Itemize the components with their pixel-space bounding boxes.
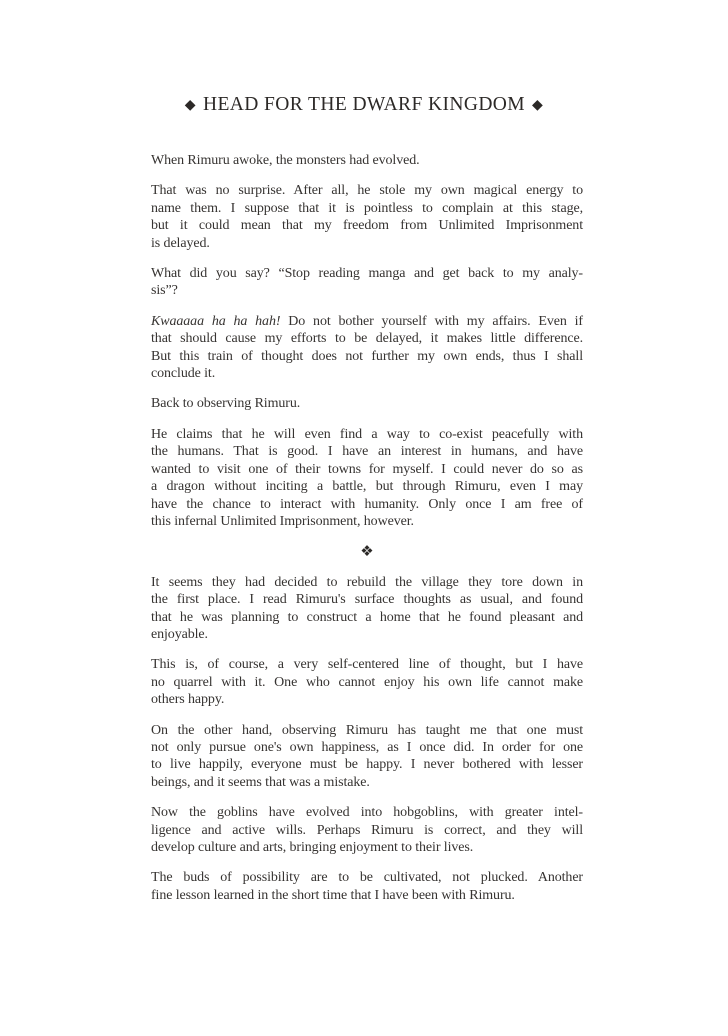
text-line: the first place. I read Rimuru's surface thoughts as usual, and found bbox=[151, 592, 583, 608]
text-line: sis”? bbox=[151, 283, 178, 299]
text-line: others happy. bbox=[151, 692, 225, 708]
text-line: no quarrel with it. One who cannot enjoy his own life cannot make bbox=[151, 674, 583, 690]
text-line: Now the goblins have evolved into hobgoblins, with greater intel- bbox=[151, 805, 583, 821]
text-line: On the other hand, observing Rimuru has taught me that one must bbox=[151, 722, 583, 738]
paragraph bbox=[151, 395, 583, 412]
chapter-title-text: HEAD FOR THE DWARF KINGDOM bbox=[202, 94, 526, 115]
paragraph bbox=[151, 152, 583, 169]
paragraph bbox=[151, 265, 583, 300]
text-line: develop culture and arts, bringing enjoyment to their lives. bbox=[151, 840, 474, 855]
text-line: beings, and it seems that was a mistake. bbox=[151, 774, 370, 790]
text-line: When Rimuru awoke, the monsters had evolved. bbox=[151, 153, 420, 168]
text-line: This is, of course, a very self-centered line of thought, but I have bbox=[151, 657, 583, 673]
text-line: conclude it. bbox=[151, 366, 216, 382]
text-line: fine lesson learned in the short time that I have been with Rimuru. bbox=[151, 887, 515, 903]
text-line: Kwaaaaa ha ha hah! Do not bother yourself with my affairs. Even if bbox=[151, 313, 583, 329]
text-line: ligence and active wills. Perhaps Rimuru is correct, and they will bbox=[151, 822, 583, 838]
paragraph bbox=[151, 574, 583, 644]
paragraph bbox=[151, 182, 583, 252]
chapter-title bbox=[0, 94, 728, 116]
diamond-icon-left: ◆ bbox=[184, 96, 196, 113]
text-line: The buds of possibility are to be cultivated, not plucked. Another bbox=[151, 870, 583, 886]
paragraph bbox=[151, 869, 583, 904]
text-line: to live happily, everyone must be happy. I never bothered with lesser bbox=[151, 757, 583, 773]
paragraph bbox=[151, 313, 583, 383]
text-line: this infernal Unlimited Imprisonment, however. bbox=[151, 513, 414, 529]
text-line: Back to observing Rimuru. bbox=[151, 396, 301, 412]
text-line: But this train of thought does not further my own ends, thus I shall bbox=[151, 348, 583, 364]
text-line: wanted to visit one of their towns for myself. I could never do so as bbox=[151, 461, 583, 477]
diamond-icon-right: ◆ bbox=[532, 96, 544, 113]
section-break-ornament: ❖ bbox=[360, 542, 374, 561]
text-line: not only pursue one's own happiness, as I once did. In order for one bbox=[151, 739, 583, 755]
text-line: name them. I suppose that it is pointless to complain at this stage, bbox=[151, 200, 583, 216]
text-column bbox=[151, 152, 583, 904]
text-line: What did you say? “Stop reading manga and get back to my analy- bbox=[151, 266, 583, 282]
text-line: a dragon without inciting a battle, but through Rimuru, even I may bbox=[151, 479, 583, 495]
paragraph bbox=[151, 804, 583, 856]
text-line: It seems they had decided to rebuild the village they tore down in bbox=[151, 574, 583, 590]
text-line: have the chance to interact with humanity. Only once I am free of bbox=[151, 496, 583, 512]
text-line: the humans. That is good. I have an interest in humans, and have bbox=[151, 444, 583, 460]
text-line: but it could mean that my freedom from Unlimited Imprisonment bbox=[151, 218, 583, 234]
text-line: that should cause my efforts to be delayed, it makes little difference. bbox=[151, 331, 583, 347]
paragraph bbox=[151, 426, 583, 530]
text-line: He claims that he will even find a way to co-exist peacefully with bbox=[151, 426, 583, 442]
paragraph bbox=[151, 722, 583, 792]
text-line: is delayed. bbox=[151, 235, 210, 251]
text-line: that he was planning to construct a home that he found pleasant and bbox=[151, 609, 583, 625]
paragraph bbox=[151, 656, 583, 708]
text-line: That was no surprise. After all, he stole my own magical energy to bbox=[151, 183, 583, 199]
text-line: enjoyable. bbox=[151, 626, 208, 642]
